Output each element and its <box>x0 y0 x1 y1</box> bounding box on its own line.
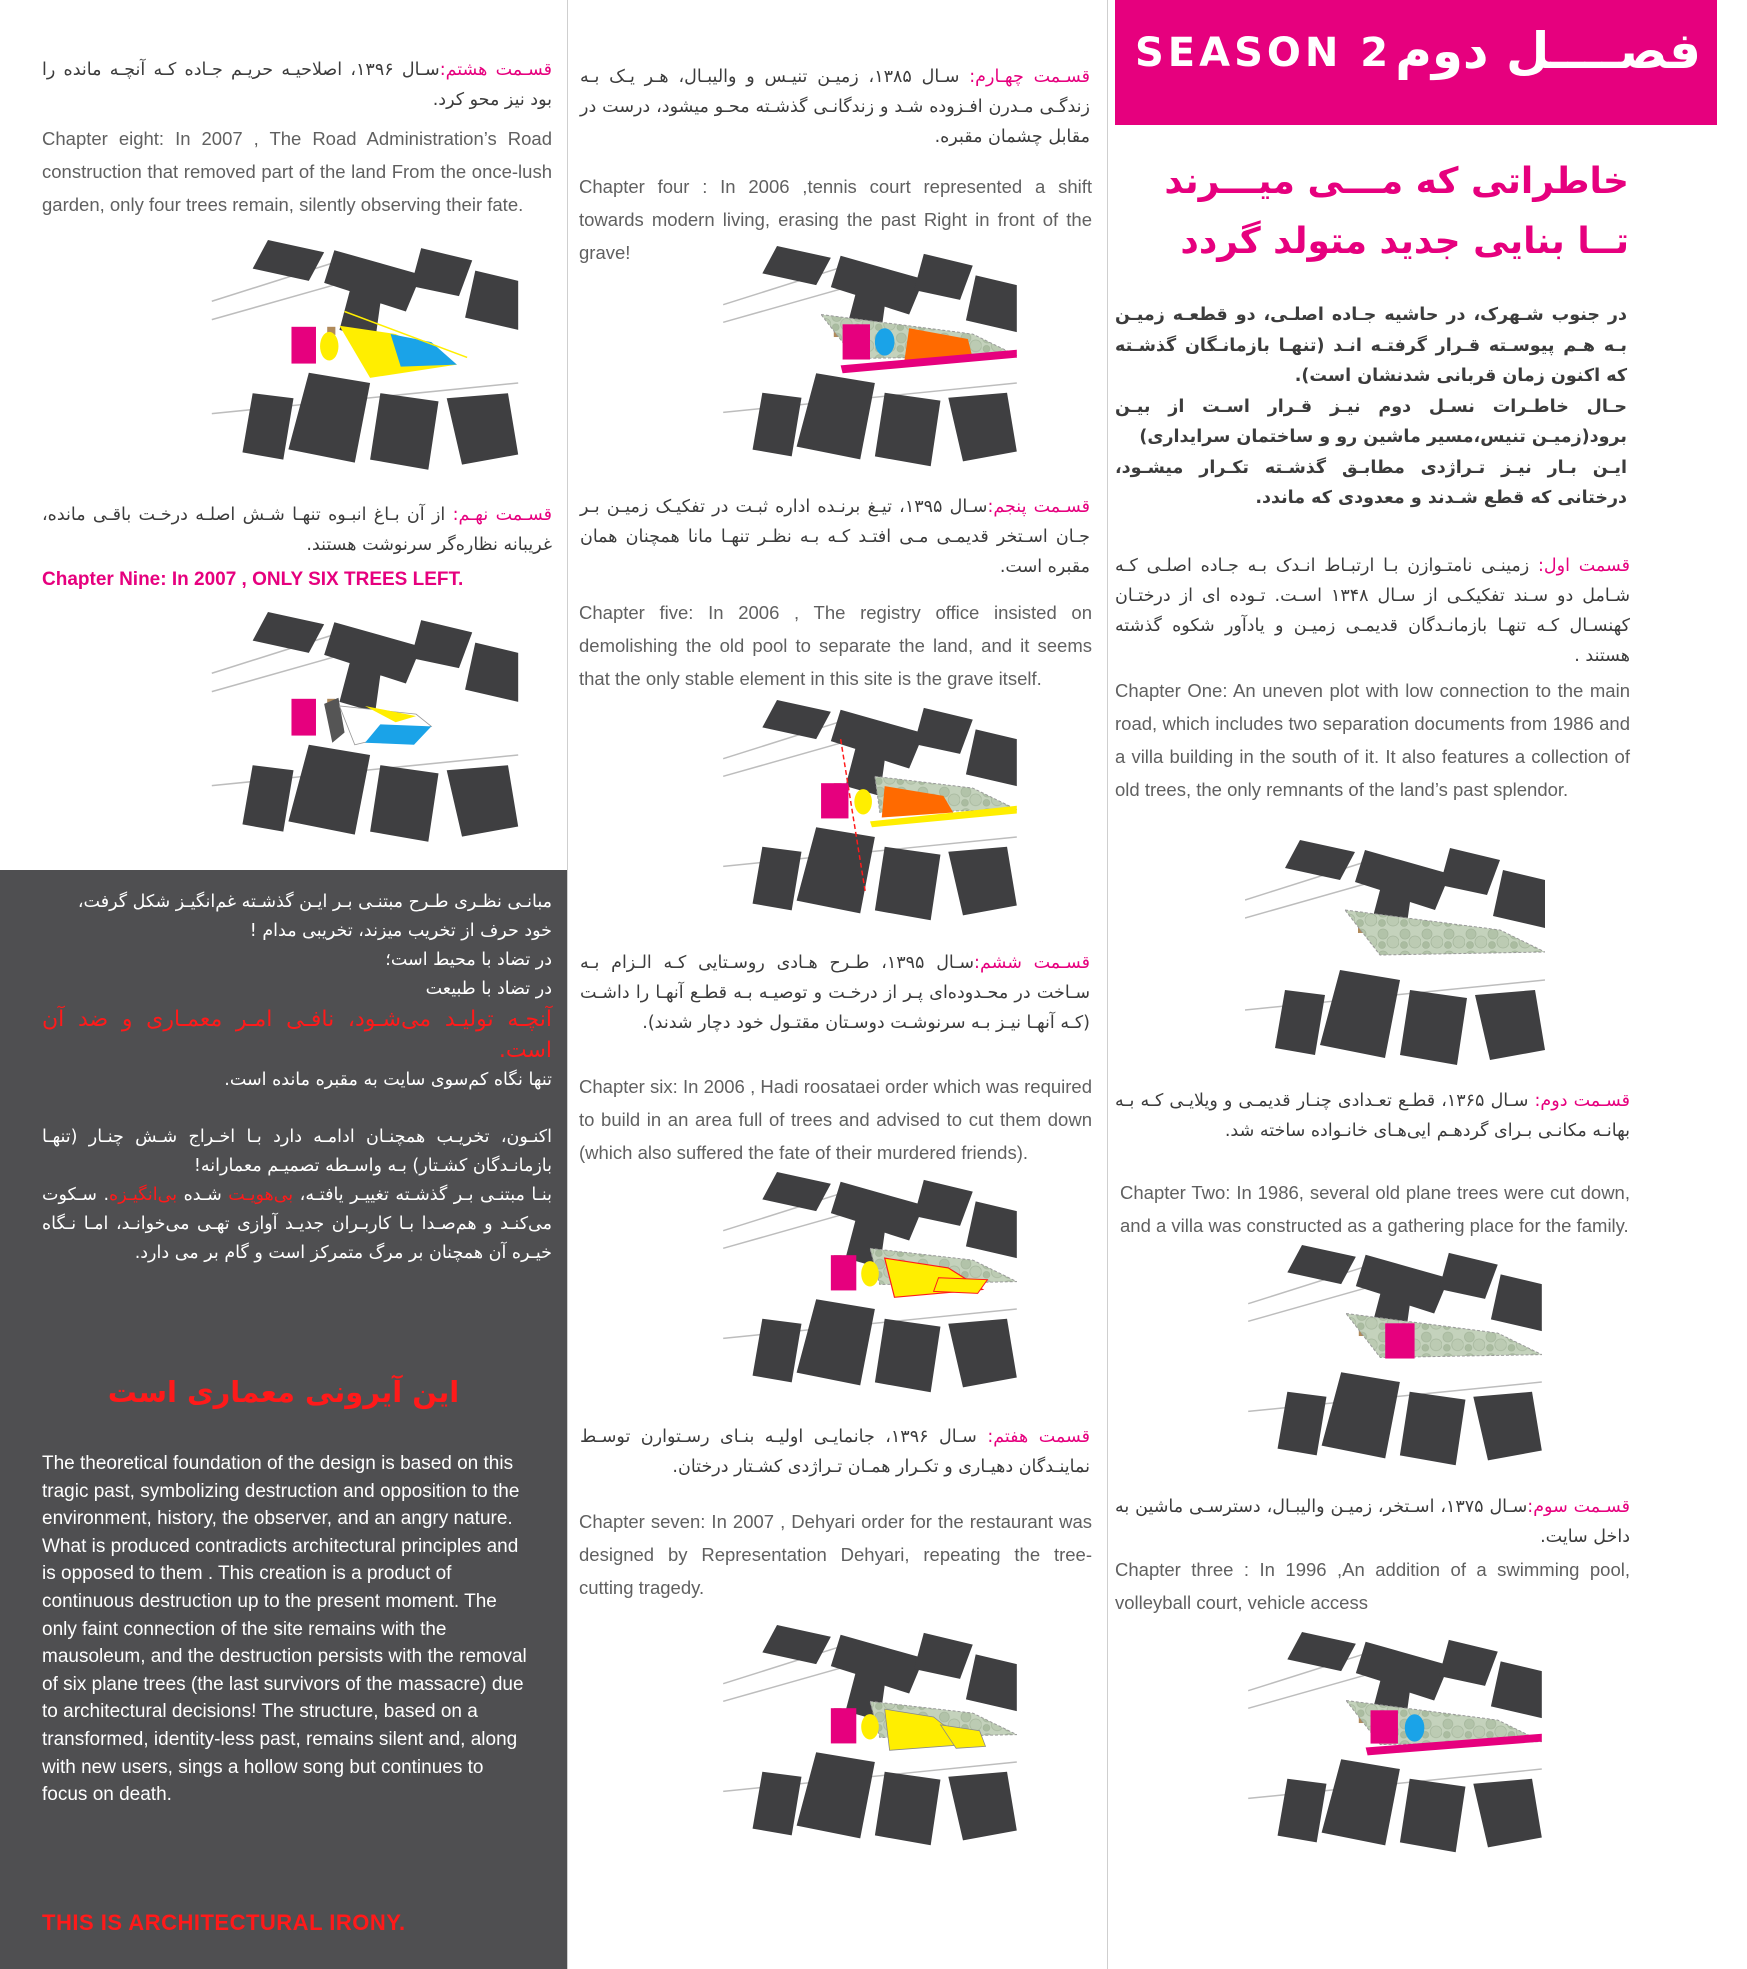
chapter-3-fa-text: سـال ۱۳۷۵، اسـتخر، زمیـن والیبـال، دسترسـی ماشین به داخل سایت. <box>1115 1497 1630 1547</box>
panel-fa-line3: در تضاد با محیط است؛ <box>385 950 552 970</box>
panel-fa-line2: خود حرف از تخریب میزند، تخریبی مدام ! <box>249 921 552 941</box>
diagram-chapter-1 <box>1245 840 1545 1075</box>
chapter-9-en: Chapter Nine: In 2007 , ONLY SIX TREES LEFT. <box>42 569 464 590</box>
chapter-8-label: قسـمت هشتم: <box>439 60 553 80</box>
panel-fa-red: آنچـه تولیـد می‌شـود، نافـی امـر معمـاری و ضد آن است. <box>42 1007 552 1063</box>
chapter-4-en: Chapter four : In 2006 ,tennis court represented a shift towards modern living, erasing the past Right in front of the grave! <box>579 176 1092 263</box>
chapter-3-label: قسـمت سوم: <box>1527 1497 1631 1517</box>
chapter-9-label: قسـمت نهـم: <box>452 505 552 525</box>
panel-fa-line7b: شـده <box>183 1185 229 1205</box>
diagram-chapter-2 <box>1245 1245 1545 1475</box>
main-title <box>1069 152 1629 272</box>
intro-p2: حـال خاطـرات نسـل دوم نیـز قـرار اسـت از بیـن برود(زمیـن تنیس،مسیر ماشین رو و ساختمان سرایداری) <box>1115 396 1627 447</box>
chapter-7-fa-text: سـال ۱۳۹۶، جانمایـی اولیـه بنـای رسـتوارن توسـط نماینـدگان دهیـاری و تکـرار همـان تـراژدی کشـتار درختان. <box>580 1427 1090 1477</box>
chapter-2-fa <box>1115 1086 1630 1146</box>
chapter-9-fa-text: از آن بـاغ انبـوه تنهـا شـش اصلـه درخـت باقـی مانده، غریبانه نظاره‌گر سرنوشت هستند. <box>42 505 552 555</box>
chapter-9-fa <box>42 500 552 560</box>
diagram-chapter-3 <box>1245 1632 1545 1862</box>
chapter-2-label: قسـمت دوم: <box>1534 1091 1630 1111</box>
intro-p1: در جنوب شـهرک، در حاشیه جـاده اصلـی، دو قطعـه زمیـن بـه هـم پیوسـته قـرار گرفتـه انـد (تنهـا بازمانـگان گذشـته که اکنون زمان قربانی شدنشان است). <box>1115 305 1627 386</box>
season-title-fa: فصــــل دوم <box>1395 22 1701 80</box>
chapter-5-fa <box>580 492 1090 582</box>
panel-fa-line7c: . سـکوت می‌کنـد و هم‌صـدا بـا کاربـران جدیـد آوازی تهـی می‌خوانـد، امـا نـگاه خیـره آن همچنان بر مرگ متمرکز است و گام بر می دارد. <box>42 1185 552 1263</box>
chapter-1-en: Chapter One: An uneven plot with low connection to the main road, which includes two separation documents from 1986 and a villa building in the south of it. It also features a collection of old trees, the only remnants of the land’s past splendor. <box>1115 680 1630 800</box>
season-banner <box>1115 0 1717 125</box>
diagram-chapter-5 <box>720 700 1020 930</box>
diagram-chapter-8 <box>180 240 550 480</box>
chapter-6-label: قسـمت ششم: <box>974 953 1090 973</box>
chapter-7-fa <box>580 1422 1090 1482</box>
chapter-6-en: Chapter six: In 2006 , Hadi roosataei order which was required to build in an area full of trees and advised to cut them down (which also suffered the fate of their murdered friends). <box>579 1076 1092 1163</box>
chapter-5-label: قسـمت پنجم: <box>987 497 1090 517</box>
season-title-en: SEASON 2 <box>1135 30 1393 76</box>
chapter-5-en: Chapter five: In 2006 , The registry office insisted on demolishing the old pool to separate the land, and it seems that the only stable element in this site is the grave itself. <box>579 602 1092 689</box>
chapter-4-label: قسـمت چهـارم: <box>969 67 1090 87</box>
chapter-7-en: Chapter seven: In 2007 , Dehyari order for the restaurant was designed by Representation Dehyari, repeating the tree-cutting tragedy. <box>579 1511 1092 1598</box>
chapter-4-fa-text: سـال ۱۳۸۵، زمیـن تنیـس و والیبـال، هـر یـک بـه زندگـی مـدرن افـزوده شـد و زندگانـی گذشـته محـو میشود، درست در مقابل چشمان مقبره. <box>580 67 1090 147</box>
chapter-2-en: Chapter Two: In 1986, several old plane trees were cut down, and a villa was constructed as a gathering place for the family. <box>1120 1182 1630 1236</box>
panel-fa-line7a: بنـا مبتنـی بـر گذشـته تغییـر یافتـه، <box>299 1185 552 1205</box>
intro-text <box>1115 300 1627 514</box>
chapter-8-fa <box>42 55 552 115</box>
panel-title-fa: این آیرونی معماری است <box>107 1375 460 1409</box>
panel-fa-line5: تنها نگاه کم‌سوی سایت به مقبره مانده است. <box>224 1070 552 1090</box>
chapter-4-fa <box>580 62 1090 152</box>
chapter-2-fa-text: سـال ۱۳۶۵، قطـع تعـدادی چنـار قدیمـی و ویلایـی کـه بـه بهانـه مکانـی بـرای گردهـم ایی‌هـای خانـواده ساخته شد. <box>1115 1091 1630 1141</box>
chapter-1-fa <box>1115 551 1630 671</box>
diagram-chapter-7 <box>720 1625 1020 1855</box>
panel-fa-line7-red2: بی‌انگیـزه <box>109 1185 184 1205</box>
diagram-chapter-4 <box>720 246 1020 476</box>
panel-fa-line7 <box>42 1181 552 1268</box>
panel-closing: THIS IS ARCHITECTURAL IRONY. <box>42 1910 406 1935</box>
chapter-3-fa <box>1115 1492 1630 1552</box>
panel-en-text: The theoretical foundation of the design is based on this tragic past, symbolizing destruction and opposition to the environment, history, the observer, and an angry nature. What is produced contradicts architectural principles and is opposed to them . This creation is a product of continuous destruction up to the present moment. The only faint connection of the site remains with the mausoleum, and the destruction persists with the removal of six plane trees (the last survivors of the massacre) due to architectural decisions! The structure, based on a transformed, identity-less past, remains silent and, along with new users, sings a hollow song but continues to focus on death. <box>42 1453 527 1806</box>
diagram-chapter-9 <box>180 612 550 852</box>
panel-fa-line6: اکنـون، تخریـب همچنـان ادامـه دارد بـا اخـراج شـش چنـار (تنهـا بازمانـدگان کشـتار) بـه واسـطه تصمیـم معمارانه! <box>42 1127 552 1176</box>
main-title-line1: خاطراتی که مـــی میـــرند <box>1164 161 1629 202</box>
panel-fa-text <box>42 888 552 1268</box>
chapter-8-en: Chapter eight: In 2007 , The Road Administration’s Road construction that removed part of the land From the once-lush garden, only four trees remain, silently observing their fate. <box>42 128 552 215</box>
panel-fa-line4: در تضاد با طبیعت <box>425 979 552 999</box>
chapter-5-fa-text: سـال ۱۳۹۵، تیـغ برنـده اداره ثبـت در تفکیـک زمیـن بـر جـان اسـتخر قدیمـی مـی افتـد کـه بـه نظـر تنهـا مانا همچنان همان مقبره است. <box>580 497 1090 577</box>
chapter-6-fa-text: سـال ۱۳۹۵، طـرح هـادی روسـتایی کـه الـزام بـه سـاخت در محـدوده‌ای پـر از درخـت و توصیـه بـه قطـع آنهـا را داشـت (کـه آنهـا نیـز بـه سرنوشـت دوسـتان مقتـول خود دچار شدند). <box>580 953 1090 1033</box>
chapter-8-fa-text: سـال ۱۳۹۶، اصلاحیـه حریـم جـاده کـه آنچـه مانده را بود نیز محو کرد. <box>42 60 552 110</box>
chapter-1-label: قسمت اول: <box>1538 556 1631 576</box>
panel-fa-line7-red1: بی‌هویـت <box>228 1185 300 1205</box>
chapter-1-fa-text: زمینـی نامتـوازن بـا ارتبـاط انـدک بـه جـاده اصلـی کـه شـامل دو سـند تفکیکـی از سـال ۱۳۴۸ اسـت. تـوده ای از درختـان کهنسـال کـه تنهـا بازمانـدگان قدیمـی زمیـن و یادآور شکوه گذشته هستند . <box>1115 556 1630 666</box>
diagram-chapter-6 <box>720 1172 1020 1402</box>
chapter-3-en: Chapter three : In 1996 ,An addition of a swimming pool, volleyball court, vehicle access <box>1115 1559 1630 1613</box>
main-title-line2: تــا بنایی جدید متولد گردد <box>1180 221 1629 262</box>
panel-fa-line1: مبانـی نظـری طـرح مبتنـی بـر ایـن گذشـته غم‌انگیـز شکل گرفت، <box>77 892 552 912</box>
chapter-7-label: قسمت هفتم: <box>987 1427 1090 1447</box>
intro-p3: ایـن بـار نیـز تـراژدی مطابـق گذشـته تکـرار میشـود، درختانی که قطع شـدند و معدودی که ماندد. <box>1115 457 1627 508</box>
chapter-6-fa <box>580 948 1090 1038</box>
